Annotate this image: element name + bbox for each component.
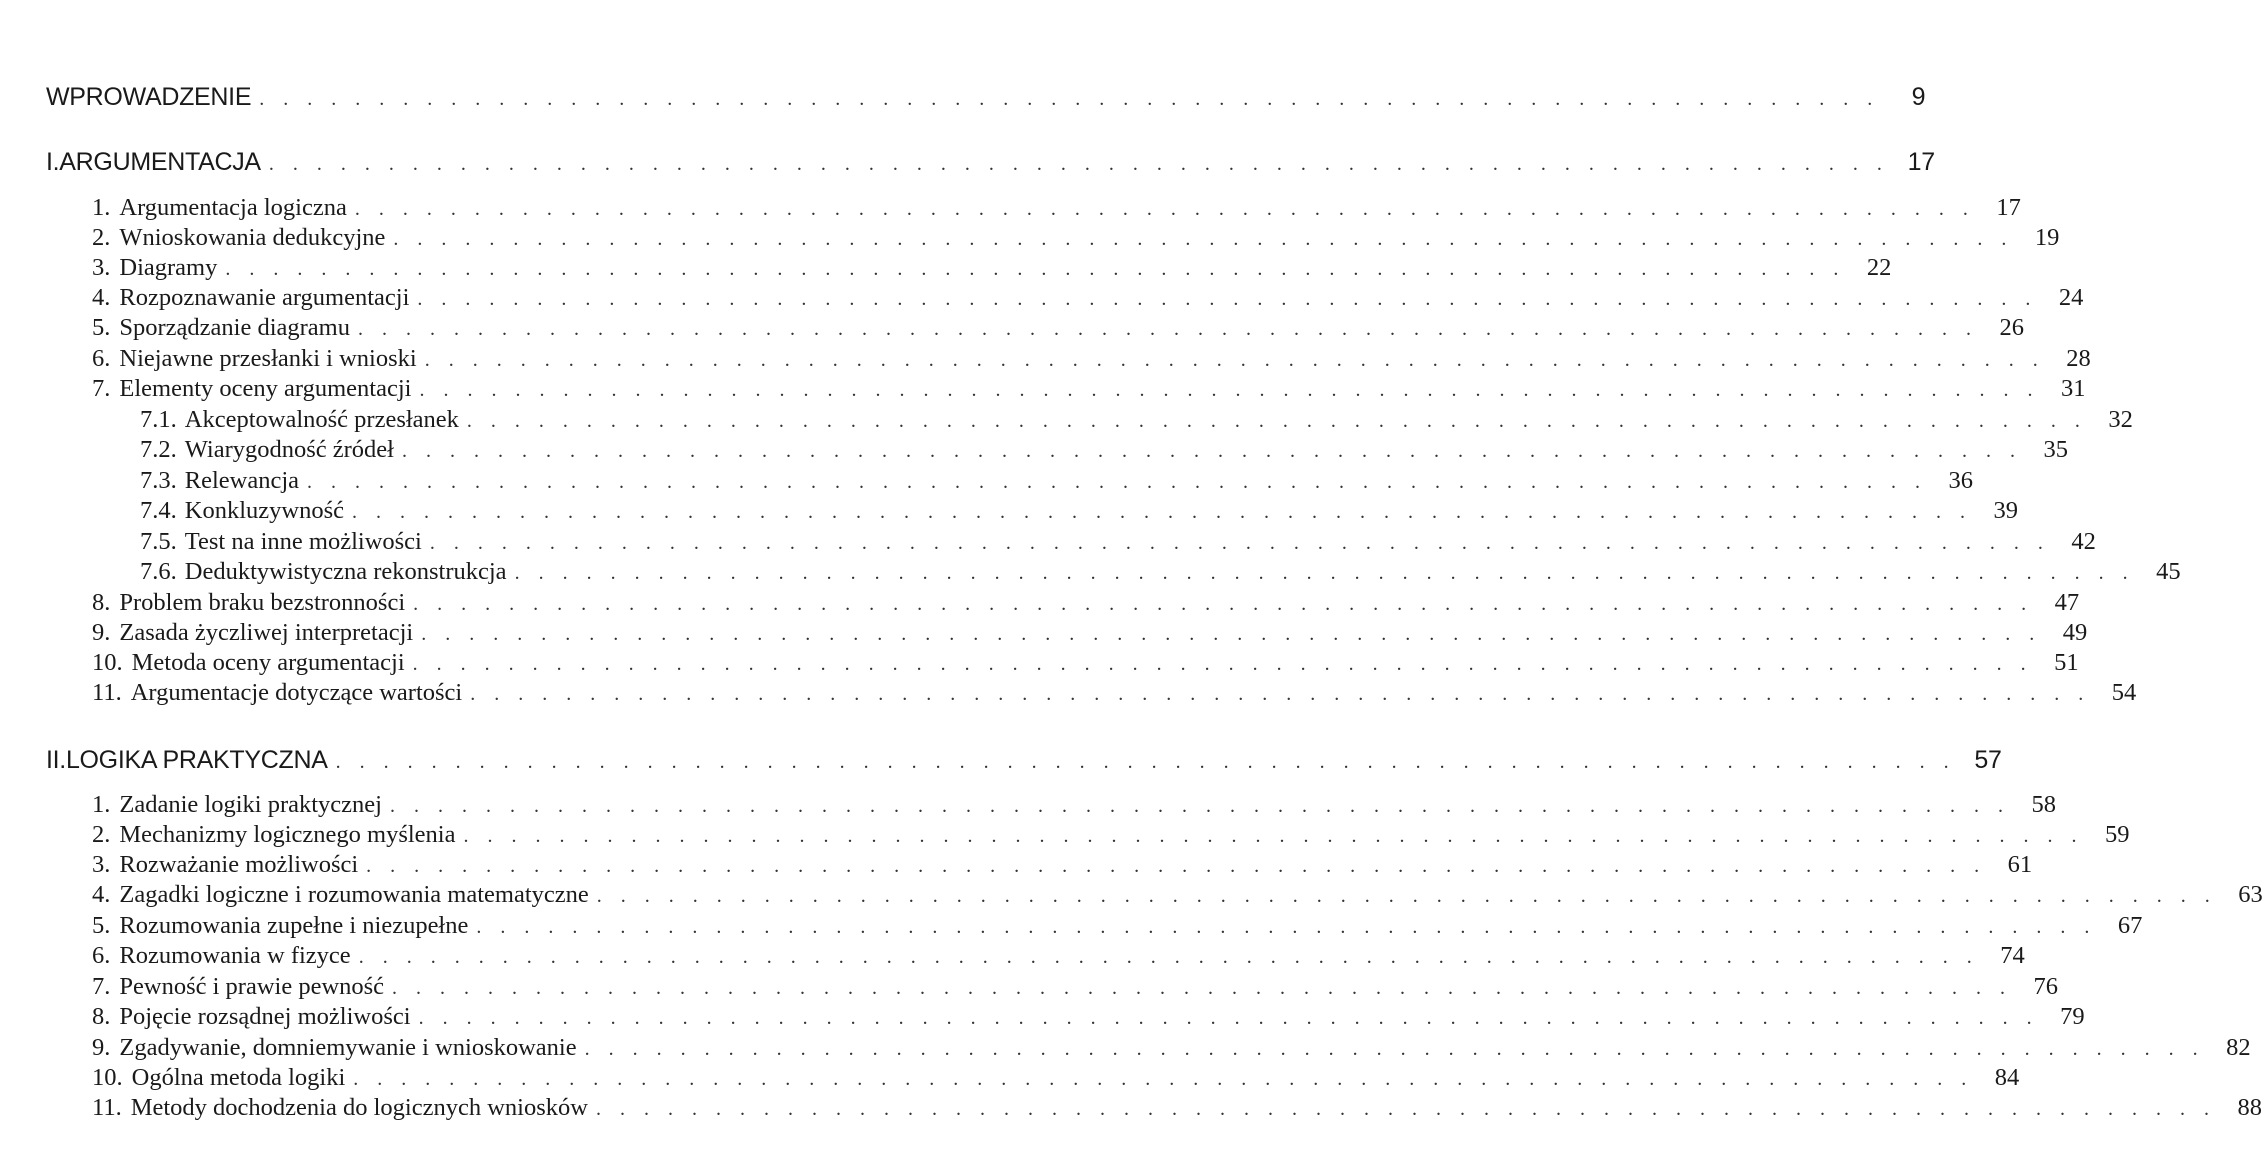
toc-page-number: 51 [2054, 649, 2079, 676]
section-number: 6. [92, 942, 111, 969]
section-number: 4. [92, 881, 111, 908]
section-number: 7. [92, 375, 111, 402]
toc-entry[interactable] [92, 880, 2263, 910]
toc-page-number: 31 [2060, 375, 2086, 402]
toc-page-number: 84 [1994, 1064, 2020, 1091]
dot-leader: . . . . . . . . . . . . . . . . . . . . . . . . . . . . . . . . . . . . . . . . . . . . . . . . . . . . . . . . . . . . . . . . . . . . [225, 258, 1846, 280]
section-number: 7. [92, 973, 111, 1000]
dot-leader: . . . . . . . . . . . . . . . . . . . . . . . . . . . . . . . . . . . . . . . . . . . . . . . . . . . . . . . . . . . . . . . . . . . . [417, 288, 2038, 310]
dot-leader: . . . . . . . . . . . . . . . . . . . . . . . . . . . . . . . . . . . . . . . . . . . . . . . . . . . . . . . . . . . . . . . . . . . . [470, 683, 2091, 705]
toc-title: Rozważanie możliwości [119, 851, 359, 878]
section-number: 5. [92, 314, 111, 341]
toc-entry[interactable] [92, 253, 1892, 283]
section-number: 8. [92, 589, 111, 616]
toc-title: Zgadywanie, domniemywanie i wnioskowanie [119, 1034, 577, 1061]
toc-page-number: 76 [2033, 973, 2059, 1000]
toc-title: Zagadki logiczne i rozumowania matematyczne [119, 881, 589, 908]
toc-page-number: 74 [2000, 942, 2025, 969]
toc-entry[interactable] [92, 1093, 2262, 1123]
toc-page-number: 54 [2111, 679, 2137, 706]
toc-entry[interactable] [92, 193, 2021, 223]
section-number: 3. [92, 254, 111, 281]
toc-title: Argumentacje dotyczące wartości [130, 679, 463, 706]
toc-page-number: 88 [2237, 1094, 2262, 1121]
toc-title: Wiarygodność źródeł [184, 436, 394, 463]
toc-entry[interactable] [92, 972, 2059, 1002]
toc-entry[interactable] [92, 223, 2060, 253]
toc-entry-part-2[interactable] [46, 744, 2002, 776]
dot-leader: . . . . . . . . . . . . . . . . . . . . . . . . . . . . . . . . . . . . . . . . . . . . . . . . . . . . . . . . . . . . . . . . . . . . [357, 318, 1978, 340]
toc-title: Diagramy [119, 254, 218, 281]
toc-entry[interactable] [92, 618, 2088, 648]
toc-page-number: 49 [2062, 619, 2088, 646]
section-number: 5. [92, 912, 111, 939]
section-number: 4. [92, 284, 111, 311]
toc-page-number: 26 [1999, 314, 2024, 341]
toc-title: Elementy oceny argumentacji [119, 375, 412, 402]
subsection-number: 7.4. [140, 497, 177, 524]
section-number: 9. [92, 1034, 111, 1061]
toc-title: Pewność i prawie pewność [119, 973, 385, 1000]
toc-subentry[interactable] [140, 557, 2181, 587]
toc-page-number: 17 [1996, 194, 2021, 221]
toc-page-number: 22 [1866, 254, 1892, 281]
dot-leader: . . . . . . . . . . . . . . . . . . . . . . . . . . . . . . . . . . . . . . . . . . . . . . . . . . . . . . . . . . . . . . . . . . . . [412, 653, 2033, 675]
dot-leader: . . . . . . . . . . . . . . . . . . . . . . . . . . . . . . . . . . . . . . . . . . . . . . . . . . . . . . . . . . . . . . . . . . . . [463, 825, 2084, 847]
toc-entry[interactable] [92, 850, 2033, 880]
subsection-number: 7.5. [140, 528, 177, 555]
toc-title: Rozumowania zupełne i niezupełne [119, 912, 469, 939]
toc-subentry[interactable] [140, 496, 2018, 526]
dot-leader: . . . . . . . . . . . . . . . . . . . . . . . . . . . . . . . . . . . . . . . . . . . . . . . . . . . . . . . . . . . . . . . . . . . . [429, 532, 2050, 554]
toc-entry[interactable] [92, 283, 2084, 313]
dot-leader: . . . . . . . . . . . . . . . . . . . . . . . . . . . . . . . . . . . . . . . . . . . . . . . . . . . . . . . . . . . . . . . . . . . . [307, 471, 1928, 493]
toc-title: LOGIKA PRAKTYCZNA [65, 746, 328, 774]
dot-leader: . . . . . . . . . . . . . . . . . . . . . . . . . . . . . . . . . . . . . . . . . . . . . . . . . . . . . . . . . . . . . . . . . . . . [392, 977, 2013, 999]
toc-subentry[interactable] [140, 435, 2068, 465]
toc-page-number: 79 [2060, 1003, 2085, 1030]
dot-leader: . . . . . . . . . . . . . . . . . . . . . . . . . . . . . . . . . . . . . . . . . . . . . . . . . . . . . . . . . . . . . . . . . . . . [418, 1007, 2039, 1029]
dot-leader: . . . . . . . . . . . . . . . . . . . . . . . . . . . . . . . . . . . . . . . . . . . . . . . . . . . . . . . . . . . . . . . . . . . . [259, 88, 1880, 110]
toc-title: Test na inne możliwości [184, 528, 422, 555]
section-number: 8. [92, 1003, 111, 1030]
dot-leader: . . . . . . . . . . . . . . . . . . . . . . . . . . . . . . . . . . . . . . . . . . . . . . . . . . . . . . . . . . . . . . . . . . . . [424, 349, 2045, 371]
toc-title: Zadanie logiki praktycznej [119, 791, 382, 818]
toc-page-number: 36 [1948, 467, 1974, 494]
subsection-number: 7.1. [140, 406, 177, 433]
toc-title: Mechanizmy logicznego myślenia [119, 821, 456, 848]
subsection-number: 7.2. [140, 436, 177, 463]
section-number: 1. [92, 791, 111, 818]
dot-leader: . . . . . . . . . . . . . . . . . . . . . . . . . . . . . . . . . . . . . . . . . . . . . . . . . . . . . . . . . . . . . . . . . . . . [353, 1068, 1974, 1090]
toc-page-number: 61 [2007, 851, 2033, 878]
section-number: 2. [92, 224, 111, 251]
toc-page-number: 35 [2043, 436, 2068, 463]
dot-leader: . . . . . . . . . . . . . . . . . . . . . . . . . . . . . . . . . . . . . . . . . . . . . . . . . . . . . . . . . . . . . . . . . . . . [401, 440, 2022, 462]
toc-subentry[interactable] [140, 527, 2096, 557]
toc-entry[interactable] [92, 588, 2080, 618]
toc-entry[interactable] [92, 941, 2025, 971]
toc-page-number: 39 [1993, 497, 2018, 524]
toc-page-number: 82 [2226, 1034, 2251, 1061]
dot-leader: . . . . . . . . . . . . . . . . . . . . . . . . . . . . . . . . . . . . . . . . . . . . . . . . . . . . . . . . . . . . . . . . . . . . [476, 916, 2097, 938]
toc-title: Niejawne przesłanki i wnioski [119, 345, 417, 372]
dot-leader: . . . . . . . . . . . . . . . . . . . . . . . . . . . . . . . . . . . . . . . . . . . . . . . . . . . . . . . . . . . . . . . . . . . . [354, 198, 1975, 220]
dot-leader: . . . . . . . . . . . . . . . . . . . . . . . . . . . . . . . . . . . . . . . . . . . . . . . . . . . . . . . . . . . . . . . . . . . . [358, 946, 1979, 968]
toc-title: Argumentacja logiczna [119, 194, 347, 221]
dot-leader: . . . . . . . . . . . . . . . . . . . . . . . . . . . . . . . . . . . . . . . . . . . . . . . . . . . . . . . . . . . . . . . . . . . . [514, 562, 2135, 584]
toc-entry[interactable] [92, 1063, 2020, 1093]
toc-page-number: 17 [1907, 148, 1935, 176]
part-number: II. [46, 746, 66, 774]
toc-subentry[interactable] [140, 466, 1974, 496]
toc-page-number: 45 [2156, 558, 2181, 585]
dot-leader: . . . . . . . . . . . . . . . . . . . . . . . . . . . . . . . . . . . . . . . . . . . . . . . . . . . . . . . . . . . . . . . . . . . . [584, 1038, 2205, 1060]
toc-entry[interactable] [92, 820, 2130, 850]
toc-title: Rozpoznawanie argumentacji [119, 284, 410, 311]
toc-title: Relewancja [184, 467, 300, 494]
toc-entry[interactable] [92, 313, 2024, 343]
toc-title: Ogólna metoda logiki [131, 1064, 346, 1091]
dot-leader: . . . . . . . . . . . . . . . . . . . . . . . . . . . . . . . . . . . . . . . . . . . . . . . . . . . . . . . . . . . . . . . . . . . . [413, 593, 2034, 615]
subsection-number: 7.6. [140, 558, 177, 585]
toc-entry-part-1[interactable] [46, 146, 1935, 178]
dot-leader: . . . . . . . . . . . . . . . . . . . . . . . . . . . . . . . . . . . . . . . . . . . . . . . . . . . . . . . . . . . . . . . . . . . . [596, 885, 2217, 907]
toc-title: Metody dochodzenia do logicznych wniosków [130, 1094, 588, 1121]
toc-title: ARGUMENTACJA [59, 148, 261, 176]
dot-leader: . . . . . . . . . . . . . . . . . . . . . . . . . . . . . . . . . . . . . . . . . . . . . . . . . . . . . . . . . . . . . . . . . . . . [421, 623, 2042, 645]
toc-page-number: 42 [2071, 528, 2096, 555]
section-number: 11. [92, 1094, 122, 1121]
toc-title: Metoda oceny argumentacji [131, 649, 405, 676]
dot-leader: . . . . . . . . . . . . . . . . . . . . . . . . . . . . . . . . . . . . . . . . . . . . . . . . . . . . . . . . . . . . . . . . . . . . [366, 855, 1987, 877]
section-number: 9. [92, 619, 111, 646]
toc-title: Pojęcie rozsądnej możliwości [119, 1003, 411, 1030]
toc-page-number: 24 [2058, 284, 2084, 311]
toc-title: Problem braku bezstronności [119, 589, 406, 616]
dot-leader: . . . . . . . . . . . . . . . . . . . . . . . . . . . . . . . . . . . . . . . . . . . . . . . . . . . . . . . . . . . . . . . . . . . . [466, 410, 2087, 432]
toc-entry[interactable] [92, 790, 2056, 820]
toc-page-number: 57 [1974, 746, 2002, 774]
toc-page-number: 58 [2031, 791, 2056, 818]
section-number: 1. [92, 194, 111, 221]
part-number: I. [46, 148, 60, 176]
dot-leader: . . . . . . . . . . . . . . . . . . . . . . . . . . . . . . . . . . . . . . . . . . . . . . . . . . . . . . . . . . . . . . . . . . . . [268, 153, 1889, 175]
toc-title: Wnioskowania dedukcyjne [119, 224, 386, 251]
section-number: 10. [92, 1064, 123, 1091]
toc-entry[interactable] [92, 678, 2137, 708]
toc-entry[interactable] [92, 374, 2086, 404]
toc-title: Zasada życzliwej interpretacji [119, 619, 414, 646]
dot-leader: . . . . . . . . . . . . . . . . . . . . . . . . . . . . . . . . . . . . . . . . . . . . . . . . . . . . . . . . . . . . . . . . . . . . [419, 379, 2040, 401]
dot-leader: . . . . . . . . . . . . . . . . . . . . . . . . . . . . . . . . . . . . . . . . . . . . . . . . . . . . . . . . . . . . . . . . . . . . [335, 751, 1956, 773]
toc-entry[interactable] [92, 344, 2091, 374]
toc-page-number: 28 [2066, 345, 2091, 372]
toc-title: WPROWADZENIE [46, 83, 252, 111]
section-number: 11. [92, 679, 122, 706]
toc-page-number: 9 [1911, 83, 1926, 111]
toc-entry[interactable] [92, 1033, 2251, 1063]
toc-page-number: 47 [2054, 589, 2080, 616]
toc-entry[interactable] [92, 648, 2079, 678]
dot-leader: . . . . . . . . . . . . . . . . . . . . . . . . . . . . . . . . . . . . . . . . . . . . . . . . . . . . . . . . . . . . . . . . . . . . [595, 1098, 2216, 1120]
toc-title: Akceptowalność przesłanek [184, 406, 459, 433]
section-number: 10. [92, 649, 123, 676]
toc-page-number: 32 [2108, 406, 2133, 433]
toc-entry-intro[interactable] [46, 81, 1926, 113]
toc-entry[interactable] [92, 1002, 2085, 1032]
toc-title: Rozumowania w fizyce [119, 942, 351, 969]
toc-title: Deduktywistyczna rekonstrukcja [184, 558, 507, 585]
toc-page-number: 67 [2117, 912, 2143, 939]
toc-entry[interactable] [92, 911, 2143, 941]
dot-leader: . . . . . . . . . . . . . . . . . . . . . . . . . . . . . . . . . . . . . . . . . . . . . . . . . . . . . . . . . . . . . . . . . . . . [389, 795, 2010, 817]
section-number: 2. [92, 821, 111, 848]
toc-subentry[interactable] [140, 405, 2133, 435]
section-number: 3. [92, 851, 111, 878]
toc-page-number: 19 [2034, 224, 2060, 251]
dot-leader: . . . . . . . . . . . . . . . . . . . . . . . . . . . . . . . . . . . . . . . . . . . . . . . . . . . . . . . . . . . . . . . . . . . . [351, 501, 1972, 523]
toc-page-number: 63 [2238, 881, 2263, 908]
toc-title: Konkluzywność [184, 497, 344, 524]
toc-page-number: 59 [2104, 821, 2130, 848]
subsection-number: 7.3. [140, 467, 177, 494]
section-number: 6. [92, 345, 111, 372]
toc-title: Sporządzanie diagramu [119, 314, 350, 341]
dot-leader: . . . . . . . . . . . . . . . . . . . . . . . . . . . . . . . . . . . . . . . . . . . . . . . . . . . . . . . . . . . . . . . . . . . . [393, 228, 2014, 250]
